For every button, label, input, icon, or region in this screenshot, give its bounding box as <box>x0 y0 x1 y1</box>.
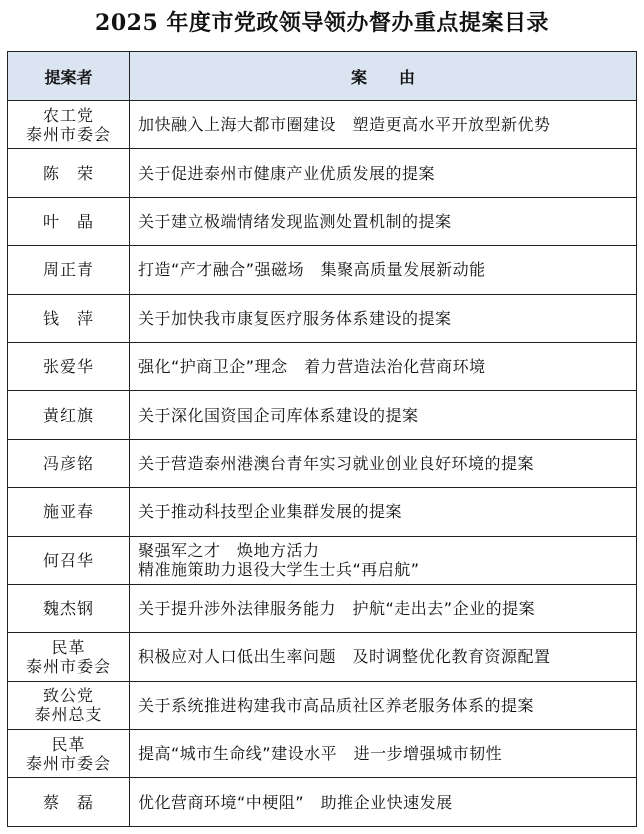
reason-line: 关于促进泰州市健康产业优质发展的提案 <box>138 163 436 183</box>
reason-line: 加快融入上海大都市圈建设 塑造更高水平开放型新优势 <box>138 115 551 135</box>
table-row <box>8 488 637 536</box>
proposer-line: 施亚春 <box>42 502 94 522</box>
table-header-row <box>8 52 637 101</box>
table-row <box>8 391 637 439</box>
header-reason: 案 由 <box>130 52 637 101</box>
proposer-line: 泰州总支 <box>34 705 103 725</box>
reason-cell <box>130 584 637 632</box>
reason-line: 关于推动科技型企业集群发展的提案 <box>138 502 403 522</box>
reason-line: 关于营造泰州港澳台青年实习就业创业良好环境的提案 <box>138 453 535 473</box>
reason-line: 关于系统推进构建我市高品质社区养老服务体系的提案 <box>138 695 535 715</box>
reason-line: 关于提升涉外法律服务能力 护航“走出去”企业的提案 <box>138 599 536 619</box>
table-row <box>8 730 637 778</box>
reason-cell <box>130 246 637 294</box>
proposer-cell <box>8 197 130 245</box>
reason-cell <box>130 633 637 681</box>
reason-cell <box>130 342 637 390</box>
header-proposer: 提案者 <box>8 52 130 101</box>
proposer-line: 民革 <box>51 734 86 754</box>
proposer-line: 致公党 <box>42 686 94 706</box>
reason-line: 提高“城市生命线”建设水平 进一步增强城市韧性 <box>138 744 503 764</box>
reason-cell <box>130 197 637 245</box>
proposer-cell <box>8 439 130 487</box>
table-row <box>8 294 637 342</box>
reason-cell <box>130 730 637 778</box>
reason-cell <box>130 149 637 197</box>
proposer-line: 农工党 <box>42 105 94 125</box>
proposer-cell <box>8 294 130 342</box>
proposer-line: 魏杰钢 <box>42 599 94 619</box>
proposer-cell <box>8 730 130 778</box>
proposer-cell <box>8 584 130 632</box>
proposer-line: 张爱华 <box>42 357 94 377</box>
reason-line: 关于深化国资国企司库体系建设的提案 <box>138 405 419 425</box>
table-row <box>8 681 637 729</box>
reason-line: 打造“产才融合”强磁场 集聚高质量发展新动能 <box>138 260 486 280</box>
table-row <box>8 197 637 245</box>
proposer-line: 叶 晶 <box>42 211 94 231</box>
table-row <box>8 246 637 294</box>
proposer-cell <box>8 246 130 294</box>
reason-line: 优化营商环境“中梗阻” 助推企业快速发展 <box>138 792 453 812</box>
proposer-cell <box>8 778 130 827</box>
table-row <box>8 101 637 149</box>
proposer-line: 泰州市委会 <box>25 656 111 676</box>
proposer-line: 陈 荣 <box>42 163 94 183</box>
proposer-cell <box>8 149 130 197</box>
proposer-line: 冯彦铭 <box>42 453 94 473</box>
table-row <box>8 439 637 487</box>
reason-line: 积极应对人口低出生率问题 及时调整优化教育资源配置 <box>138 647 551 667</box>
reason-cell <box>130 101 637 149</box>
reason-cell <box>130 778 637 827</box>
table-row <box>8 342 637 390</box>
reason-cell <box>130 536 637 584</box>
proposer-line: 钱 萍 <box>42 308 94 328</box>
table-row <box>8 149 637 197</box>
reason-line: 精准施策助力退役大学生士兵“再启航” <box>138 560 420 580</box>
reason-line: 聚强军之才 焕地方活力 <box>138 541 320 561</box>
proposer-line: 黄红旗 <box>42 405 94 425</box>
reason-cell <box>130 391 637 439</box>
proposer-cell <box>8 633 130 681</box>
proposer-line: 蔡 磊 <box>42 792 94 812</box>
reason-line: 强化“护商卫企”理念 着力营造法治化营商环境 <box>138 357 486 377</box>
proposer-line: 民革 <box>51 637 86 657</box>
reason-line: 关于加快我市康复医疗服务体系建设的提案 <box>138 308 452 328</box>
table-row <box>8 536 637 584</box>
proposer-line: 周正青 <box>42 260 94 280</box>
page-title: 2025 年度市党政领导领办督办重点提案目录 <box>95 10 549 36</box>
proposer-cell <box>8 536 130 584</box>
reason-cell <box>130 439 637 487</box>
proposer-cell <box>8 488 130 536</box>
table-row <box>8 584 637 632</box>
proposer-cell <box>8 681 130 729</box>
proposer-cell <box>8 391 130 439</box>
proposal-table <box>7 51 637 827</box>
reason-cell <box>130 294 637 342</box>
reason-cell <box>130 681 637 729</box>
proposer-cell <box>8 342 130 390</box>
reason-cell <box>130 488 637 536</box>
reason-line: 关于建立极端情绪发现监测处置机制的提案 <box>138 211 452 231</box>
proposer-line: 何召华 <box>42 550 94 570</box>
proposer-line: 泰州市委会 <box>25 753 111 773</box>
table-row <box>8 778 637 827</box>
table-body <box>8 101 637 827</box>
table-row <box>8 633 637 681</box>
proposer-line: 泰州市委会 <box>25 124 111 144</box>
proposer-cell <box>8 101 130 149</box>
